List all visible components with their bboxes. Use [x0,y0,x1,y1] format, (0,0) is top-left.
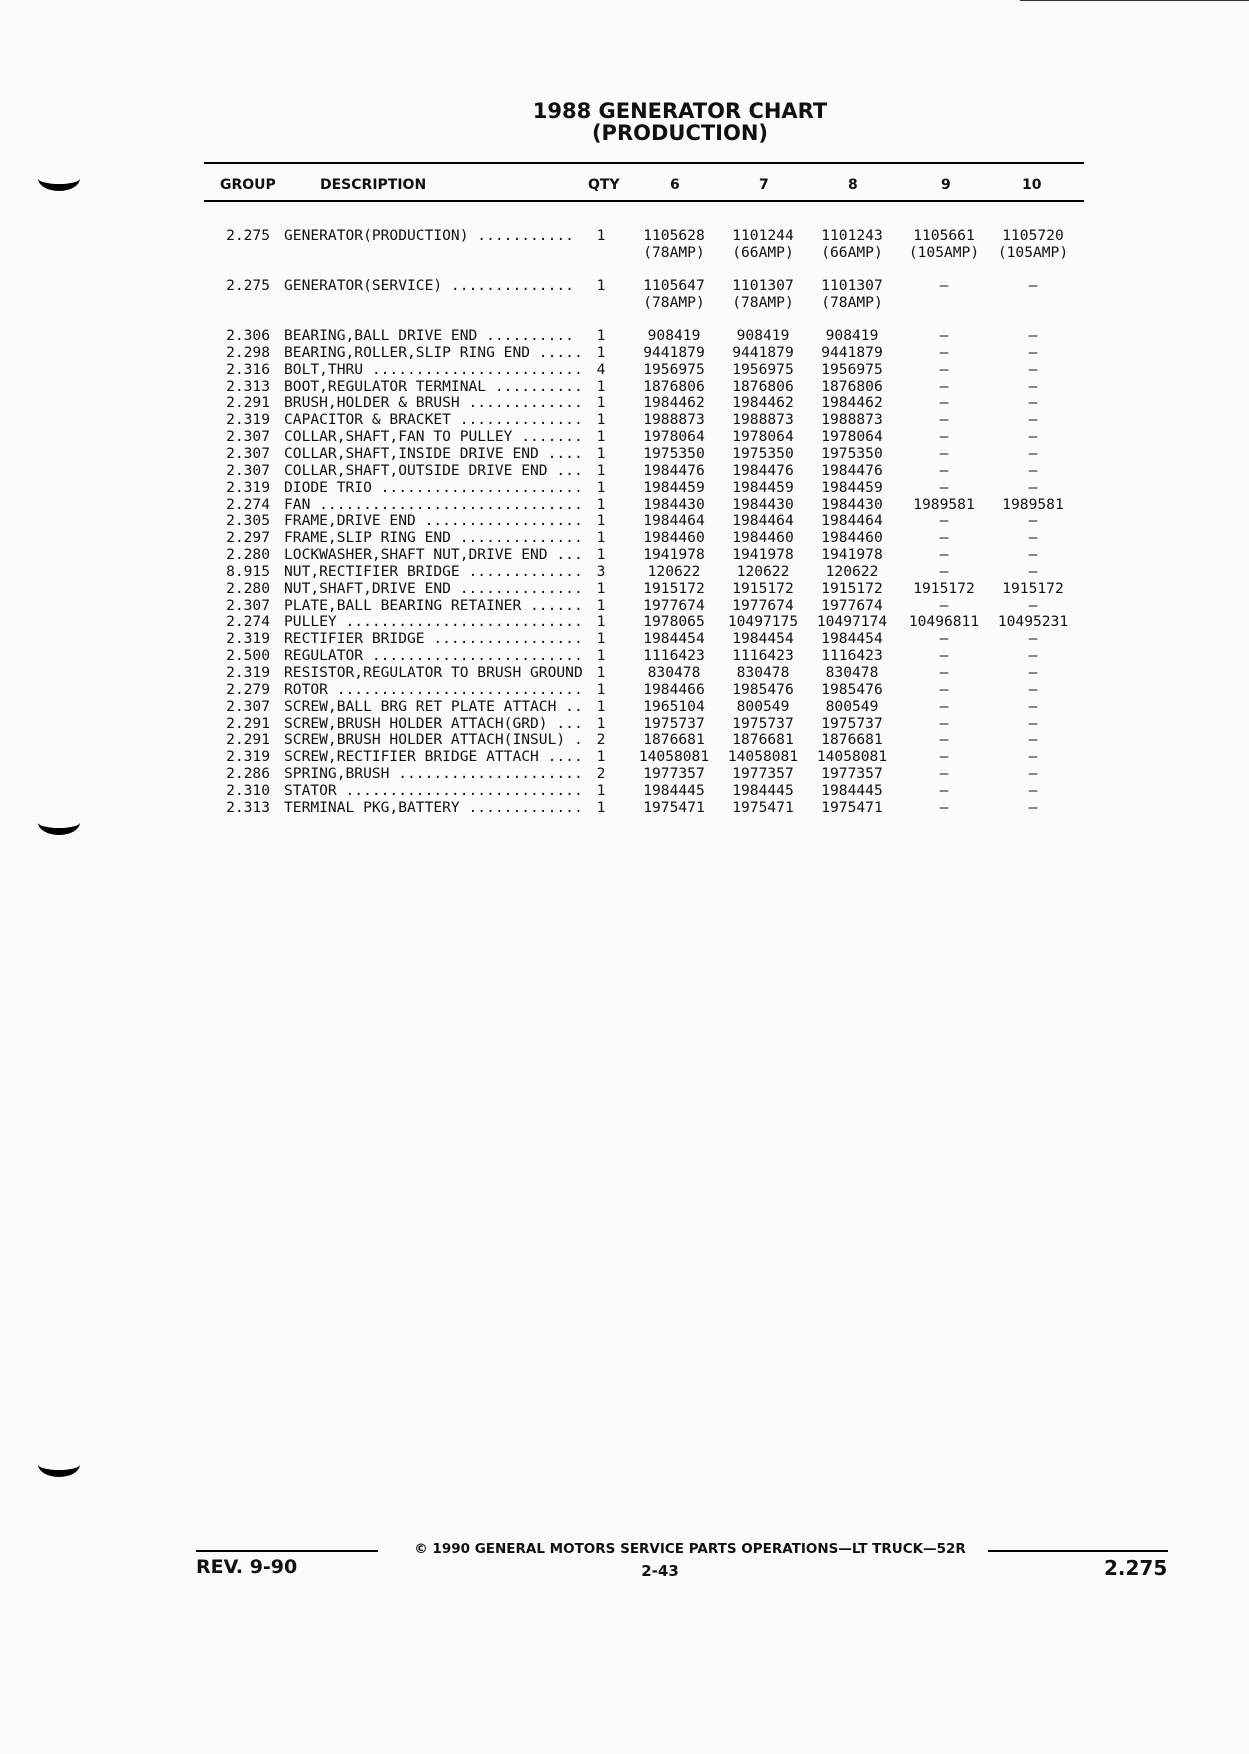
cell-col-7: 1975737 [732,714,794,732]
table-header [204,162,1084,202]
cell-col-8: 1941978 [821,546,883,564]
cell-col-10: 1915172 [1002,579,1064,597]
cell-col-9: 1989581 [913,495,975,513]
cell-col-7: 1984460 [732,529,794,547]
footer-page-number: 2-43 [641,1562,679,1580]
cell-description: COLLAR,SHAFT,OUTSIDE DRIVE END ... [284,462,583,479]
cell-col-7: 120622 [736,562,790,580]
cell-col-9: — [939,562,949,580]
cell-col-7: 1988873 [732,411,794,429]
cell-col-8: 1984430 [821,495,883,513]
cell-col-8: 1915172 [821,579,883,597]
cell-description: COLLAR,SHAFT,INSIDE DRIVE END .... [284,445,583,462]
header-qty: QTY [588,177,620,193]
cell-group: 2.310 [226,781,270,799]
cell-group: 2.279 [226,680,270,698]
cell-col-7: 1984476 [732,461,794,479]
cell-col-10: 10495231 [997,613,1069,631]
cell-col-9: — [939,377,949,395]
cell-col-9: — [939,512,949,530]
binder-hole-mark [38,1452,80,1477]
cell-col-8: 1975737 [821,714,883,732]
cell-description: BRUSH,HOLDER & BRUSH ............. [284,395,583,412]
cell-col-10: — [1028,478,1038,496]
cell-group: 2.313 [226,798,270,816]
cell-description: SCREW,BALL BRG RET PLATE ATTACH .. [284,698,583,715]
cell-col-9: — [939,664,949,681]
cell-col-10: — [1028,461,1038,479]
cell-col-6: 1915172 [643,579,705,597]
cell-qty: 1 [596,697,606,715]
cell-description: FAN .............................. [284,496,583,513]
cell-qty: 1 [596,227,606,244]
cell-description: STATOR ........................... [284,782,583,799]
cell-group: 8.915 [226,562,270,580]
cell-col-10: — [1028,781,1038,799]
cell-col-10: — [1028,327,1038,344]
cell-col-10: — [1028,529,1038,547]
cell-col-8: 1988873 [821,411,883,429]
cell-group: 2.307 [226,697,270,715]
cell-col-9: 10496811 [908,613,980,631]
cell-col-10: — [1028,444,1038,462]
cell-col-9: — [939,596,949,614]
cell-qty: 1 [596,748,606,766]
cell-col-9: — [939,394,949,412]
footer-rule-right [988,1550,1168,1552]
cell-qty: 1 [596,529,606,547]
cell-col-10: — [1028,377,1038,395]
cell-col-10: 1105720 [1002,227,1064,244]
cell-qty: 1 [596,461,606,479]
cell-col-8: 800549 [825,697,879,715]
cell-qty: 1 [596,343,606,361]
cell-col-8: 1984476 [821,461,883,479]
cell-amperage-7: (78AMP) [732,294,794,311]
cell-col-7: 1984430 [732,495,794,513]
cell-qty: 1 [596,781,606,799]
cell-col-6: 1984454 [643,630,705,648]
cell-description: SPRING,BRUSH ..................... [284,766,583,783]
cell-col-10: — [1028,562,1038,580]
cell-amperage-8: (66AMP) [821,244,883,261]
cell-col-10: — [1028,765,1038,783]
cell-col-10: — [1028,360,1038,378]
cell-col-7: 1984459 [732,478,794,496]
cell-amperage-6: (78AMP) [643,294,705,311]
cell-group: 2.280 [226,546,270,564]
cell-col-6: 1105647 [643,277,705,294]
cell-col-10: — [1028,664,1038,681]
cell-col-8: 1876806 [821,377,883,395]
cell-col-10: — [1028,630,1038,648]
cell-col-8: 1101307 [821,277,883,294]
cell-description: SCREW,BRUSH HOLDER ATTACH(GRD) ... [284,715,583,732]
cell-col-8: 1984454 [821,630,883,648]
header-description: DESCRIPTION [320,177,427,193]
cell-qty: 1 [596,579,606,597]
cell-col-8: 1116423 [821,647,883,665]
cell-col-9: — [939,630,949,648]
cell-group: 2.291 [226,714,270,732]
cell-col-6: 1975350 [643,444,705,462]
cell-col-6: 1876806 [643,377,705,395]
cell-col-9: — [939,461,949,479]
cell-col-6: 1116423 [643,647,705,665]
header-col-9: 9 [941,177,951,193]
header-col-6: 6 [670,177,680,193]
cell-qty: 1 [596,512,606,530]
cell-description: REGULATOR ........................ [284,648,583,665]
cell-col-6: 1941978 [643,546,705,564]
cell-col-10: — [1028,512,1038,530]
cell-qty: 1 [596,327,606,344]
cell-description: BOOT,REGULATOR TERMINAL .......... [284,378,583,395]
cell-col-9: — [939,428,949,446]
cell-group: 2.319 [226,748,270,766]
cell-col-10: — [1028,411,1038,429]
cell-group: 2.275 [226,227,270,244]
cell-col-7: 1984454 [732,630,794,648]
cell-qty: 1 [596,613,606,631]
cell-col-8: 1978064 [821,428,883,446]
cell-description: ROTOR ............................ [284,681,583,698]
cell-col-9: — [939,444,949,462]
cell-qty: 2 [596,765,606,783]
cell-qty: 1 [596,647,606,665]
cell-col-6: 830478 [647,664,701,681]
cell-col-6: 1984462 [643,394,705,412]
cell-col-8: 10497174 [816,613,888,631]
cell-col-9: — [939,748,949,766]
cell-description: TERMINAL PKG,BATTERY ............. [284,799,583,816]
cell-qty: 1 [596,377,606,395]
cell-col-7: 1915172 [732,579,794,597]
cell-col-8: 1876681 [821,731,883,749]
cell-group: 2.307 [226,461,270,479]
cell-col-8: 1975471 [821,798,883,816]
cell-group: 2.319 [226,630,270,648]
cell-col-10: — [1028,343,1038,361]
cell-col-8: 1101243 [821,227,883,244]
cell-col-8: 908419 [825,327,879,344]
cell-col-9: 1105661 [913,227,975,244]
cell-col-10: — [1028,277,1038,294]
cell-group: 2.319 [226,411,270,429]
cell-col-9: 1915172 [913,579,975,597]
cell-qty: 4 [596,360,606,378]
cell-col-9: — [939,360,949,378]
cell-col-6: 1988873 [643,411,705,429]
cell-col-9: — [939,680,949,698]
cell-col-8: 1975350 [821,444,883,462]
cell-col-6: 1975737 [643,714,705,732]
cell-col-8: 120622 [825,562,879,580]
cell-group: 2.291 [226,731,270,749]
cell-qty: 1 [596,428,606,446]
cell-group: 2.306 [226,327,270,344]
cell-description: NUT,SHAFT,DRIVE END .............. [284,580,583,597]
cell-col-7: 830478 [736,664,790,681]
cell-col-6: 1984445 [643,781,705,799]
footer-rule-left [196,1550,378,1552]
cell-col-7: 10497175 [727,613,799,631]
cell-col-10: — [1028,680,1038,698]
header-group: GROUP [220,177,276,193]
cell-description: SCREW,RECTIFIER BRIDGE ATTACH .... [284,749,583,766]
binder-hole-mark [38,810,80,835]
cell-amperage-6: (78AMP) [643,244,705,261]
cell-description: CAPACITOR & BRACKET .............. [284,412,583,429]
cell-qty: 2 [596,731,606,749]
cell-description: FRAME,SLIP RING END .............. [284,530,583,547]
cell-group: 2.500 [226,647,270,665]
cell-col-7: 1101244 [732,227,794,244]
cell-col-8: 830478 [825,664,879,681]
cell-col-7: 1876806 [732,377,794,395]
cell-group: 2.286 [226,765,270,783]
cell-col-6: 1105628 [643,227,705,244]
cell-col-6: 1984459 [643,478,705,496]
cell-col-8: 1984462 [821,394,883,412]
cell-col-7: 1984445 [732,781,794,799]
cell-col-8: 1985476 [821,680,883,698]
cell-col-9: — [939,731,949,749]
header-col-10: 10 [1022,177,1042,193]
cell-col-8: 1956975 [821,360,883,378]
cell-col-10: — [1028,731,1038,749]
title-line-1: 1988 GENERATOR CHART [532,99,828,123]
cell-col-10: 1989581 [1002,495,1064,513]
cell-col-6: 1876681 [643,731,705,749]
cell-amperage-10: (105AMP) [997,244,1069,261]
cell-group: 2.274 [226,613,270,631]
cell-col-7: 1984462 [732,394,794,412]
cell-description: PLATE,BALL BEARING RETAINER ...... [284,597,583,614]
cell-col-9: — [939,765,949,783]
cell-col-9: — [939,697,949,715]
cell-qty: 1 [596,630,606,648]
cell-col-7: 1101307 [732,277,794,294]
cell-description: COLLAR,SHAFT,FAN TO PULLEY ....... [284,429,583,446]
cell-qty: 1 [596,495,606,513]
cell-group: 2.280 [226,579,270,597]
cell-col-6: 1978064 [643,428,705,446]
cell-amperage-9: (105AMP) [908,244,980,261]
cell-col-6: 1956975 [643,360,705,378]
cell-col-6: 1977674 [643,596,705,614]
cell-col-10: — [1028,697,1038,715]
cell-group: 2.319 [226,664,270,681]
cell-group: 2.305 [226,512,270,530]
cell-col-6: 1984460 [643,529,705,547]
cell-group: 2.313 [226,377,270,395]
cell-col-7: 1984464 [732,512,794,530]
cell-group: 2.297 [226,529,270,547]
binder-hole-mark [38,166,80,191]
cell-description: LOCKWASHER,SHAFT NUT,DRIVE END ... [284,547,583,564]
cell-description: PULLEY ........................... [284,614,583,631]
cell-col-9: — [939,411,949,429]
cell-amperage-7: (66AMP) [732,244,794,261]
cell-col-9: — [939,327,949,344]
title-line-2: (PRODUCTION) [591,121,769,145]
cell-col-6: 120622 [647,562,701,580]
cell-col-10: — [1028,596,1038,614]
cell-col-8: 1984445 [821,781,883,799]
cell-description: GENERATOR(SERVICE) .............. [284,278,583,294]
cell-col-6: 1978065 [643,613,705,631]
revision-label: REV. 9-90 [196,1556,298,1578]
cell-col-8: 1984464 [821,512,883,530]
footer-copyright: © 1990 GENERAL MOTORS SERVICE PARTS OPERATIONS—LT TRUCK—52R [414,1541,966,1557]
cell-col-6: 1975471 [643,798,705,816]
cell-qty: 1 [596,680,606,698]
cell-col-8: 14058081 [816,748,888,766]
cell-group: 2.307 [226,596,270,614]
cell-col-10: — [1028,394,1038,412]
cell-col-9: — [939,647,949,665]
top-edge-rule [1020,0,1249,1]
cell-group: 2.307 [226,428,270,446]
cell-col-8: 1984460 [821,529,883,547]
cell-group: 2.275 [226,277,270,294]
cell-col-10: — [1028,714,1038,732]
cell-col-7: 1975471 [732,798,794,816]
cell-qty: 1 [596,546,606,564]
cell-col-9: — [939,478,949,496]
cell-col-7: 1956975 [732,360,794,378]
cell-description: GENERATOR(PRODUCTION) ........... [284,228,583,244]
cell-group: 2.291 [226,394,270,412]
cell-col-9: — [939,546,949,564]
cell-col-9: — [939,714,949,732]
cell-group: 2.319 [226,478,270,496]
cell-col-8: 9441879 [821,343,883,361]
cell-col-6: 908419 [647,327,701,344]
cell-col-6: 1984430 [643,495,705,513]
cell-col-7: 800549 [736,697,790,715]
cell-col-7: 1116423 [732,647,794,665]
cell-group: 2.298 [226,343,270,361]
section-number: 2.275 [1104,1556,1168,1580]
cell-col-8: 1984459 [821,478,883,496]
cell-qty: 1 [596,411,606,429]
cell-col-6: 1984476 [643,461,705,479]
cell-col-6: 1984464 [643,512,705,530]
cell-amperage-8: (78AMP) [821,294,883,311]
cell-col-9: — [939,529,949,547]
cell-description: DIODE TRIO ....................... [284,479,583,496]
cell-col-6: 1984466 [643,680,705,698]
cell-col-7: 1876681 [732,731,794,749]
cell-qty: 1 [596,714,606,732]
page-title [400,100,960,144]
header-col-8: 8 [848,177,858,193]
cell-group: 2.316 [226,360,270,378]
cell-col-10: — [1028,748,1038,766]
cell-col-7: 1977357 [732,765,794,783]
cell-description: BOLT,THRU ........................ [284,361,583,378]
cell-qty: 1 [596,444,606,462]
cell-description: BEARING,BALL DRIVE END .......... [284,328,574,344]
cell-col-7: 9441879 [732,343,794,361]
cell-qty: 1 [596,277,606,294]
cell-group: 2.274 [226,495,270,513]
cell-col-9: — [939,343,949,361]
cell-qty: 1 [596,798,606,816]
cell-col-6: 1977357 [643,765,705,783]
cell-col-9: — [939,798,949,816]
cell-col-10: — [1028,546,1038,564]
cell-col-10: — [1028,647,1038,665]
cell-col-6: 9441879 [643,343,705,361]
cell-description: BEARING,ROLLER,SLIP RING END ..... [284,344,583,361]
cell-col-7: 1978064 [732,428,794,446]
cell-col-7: 1977674 [732,596,794,614]
cell-col-10: — [1028,428,1038,446]
cell-col-7: 1985476 [732,680,794,698]
cell-col-7: 908419 [736,327,790,344]
cell-description: NUT,RECTIFIER BRIDGE ............. [284,563,583,580]
cell-col-10: — [1028,798,1038,816]
cell-qty: 1 [596,394,606,412]
cell-col-7: 1941978 [732,546,794,564]
header-col-7: 7 [759,177,769,193]
cell-description: SCREW,BRUSH HOLDER ATTACH(INSUL) . [284,732,583,749]
cell-qty: 1 [596,478,606,496]
cell-col-7: 14058081 [727,748,799,766]
cell-group: 2.307 [226,444,270,462]
cell-col-7: 1975350 [732,444,794,462]
cell-description: RECTIFIER BRIDGE ................. [284,631,583,648]
cell-col-6: 14058081 [638,748,710,766]
cell-col-8: 1977357 [821,765,883,783]
cell-col-8: 1977674 [821,596,883,614]
cell-description: RESISTOR,REGULATOR TO BRUSH GROUND [284,665,583,681]
cell-qty: 1 [596,664,606,681]
cell-qty: 3 [596,562,606,580]
cell-col-9: — [939,781,949,799]
cell-col-9: — [939,277,949,294]
cell-description: FRAME,DRIVE END .................. [284,513,583,530]
cell-col-6: 1965104 [643,697,705,715]
cell-qty: 1 [596,596,606,614]
